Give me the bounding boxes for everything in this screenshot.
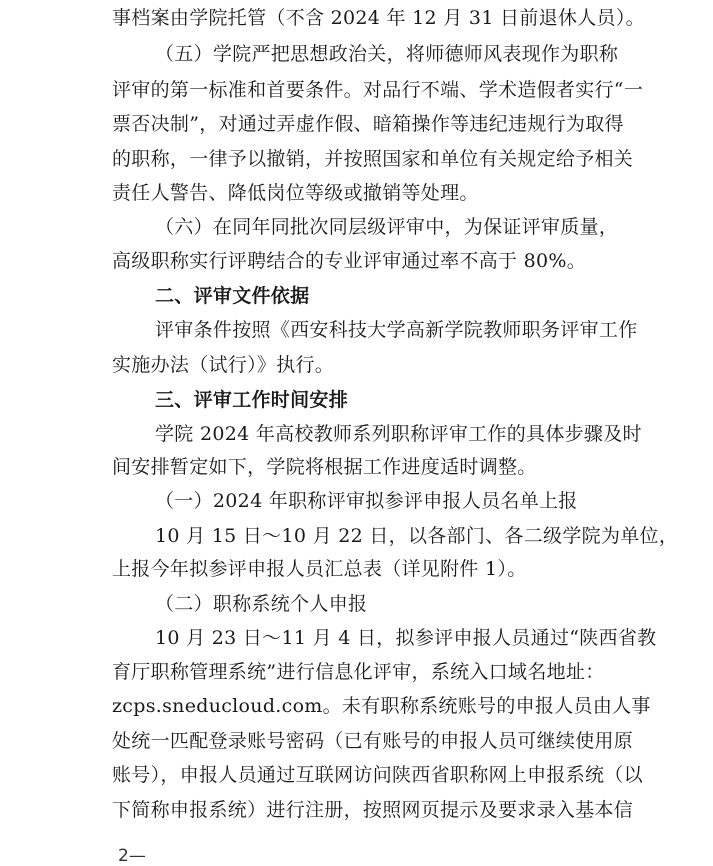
text-line-13: 学院 2024 年高校教师系列职称评审工作的具体步骤及时 bbox=[155, 423, 642, 445]
text-line-4: 票否决制”，对通过弄虚作假、暗箱操作等违纪违规行为取得 bbox=[112, 113, 624, 135]
text-line-16: 10 月 15 日～10 月 22 日，以各部门、各二级学院为单位， bbox=[155, 525, 679, 547]
subsection-heading-2: （二）职称系统个人申报 bbox=[155, 593, 368, 615]
text-line-20: 育厅职称管理系统”进行信息化评审，系统入口域名地址： bbox=[112, 661, 605, 683]
text-line-14: 间安排暂定如下，学院将根据工作进度适时调整。 bbox=[112, 456, 537, 478]
text-line-5: 的职称，一律予以撤销，并按照国家和单位有关规定给予相关 bbox=[112, 148, 634, 170]
subsection-heading-1: （一）2024 年职称评审拟参评申报人员名单上报 bbox=[155, 490, 578, 512]
text-line-7: （六）在同年同批次同层级评审中，为保证评审质量， bbox=[155, 216, 619, 238]
text-line-11: 实施办法（试行）》执行。 bbox=[112, 354, 335, 376]
text-line-21: zcps.sneducloud.com。未有职称系统账号的申报人员由人事 bbox=[112, 695, 651, 717]
text-line-8: 高级职称实行评聘结合的专业评审通过率不高于 80%。 bbox=[112, 250, 587, 272]
text-line-6: 责任人警告、降低岗位等级或撤销等处理。 bbox=[112, 182, 479, 204]
page-number: 2— bbox=[118, 846, 146, 866]
text-line-22: 处统一匹配登录账号密码（已有账号的申报人员可继续使用原 bbox=[112, 730, 634, 752]
text-line-17: 上报今年拟参评申报人员汇总表（详见附件 1）。 bbox=[112, 558, 527, 580]
section-heading-3: 三、评审工作时间安排 bbox=[155, 389, 349, 411]
text-line-3: 评审的第一标准和首要条件。对品行不端、学术造假者实行“一 bbox=[112, 79, 644, 101]
text-line-19: 10 月 23 日～11 月 4 日，拟参评申报人员通过“陕西省教 bbox=[155, 627, 657, 649]
text-line-1: 事档案由学院托管（不含 2024 年 12 月 31 日前退休人员）。 bbox=[112, 7, 645, 29]
text-line-2: （五）学院严把思想政治关，将师德师风表现作为职称 bbox=[155, 43, 619, 65]
text-line-23: 账号），申报人员通过互联网访问陕西省职称网上申报系统（以 bbox=[112, 764, 643, 786]
text-line-24: 下简称申报系统）进行注册，按照网页提示及要求录入基本信 bbox=[112, 799, 634, 821]
text-line-10: 评审条件按照《西安科技大学高新学院教师职务评审工作 bbox=[155, 319, 638, 341]
section-heading-2: 二、评审文件依据 bbox=[155, 285, 310, 307]
